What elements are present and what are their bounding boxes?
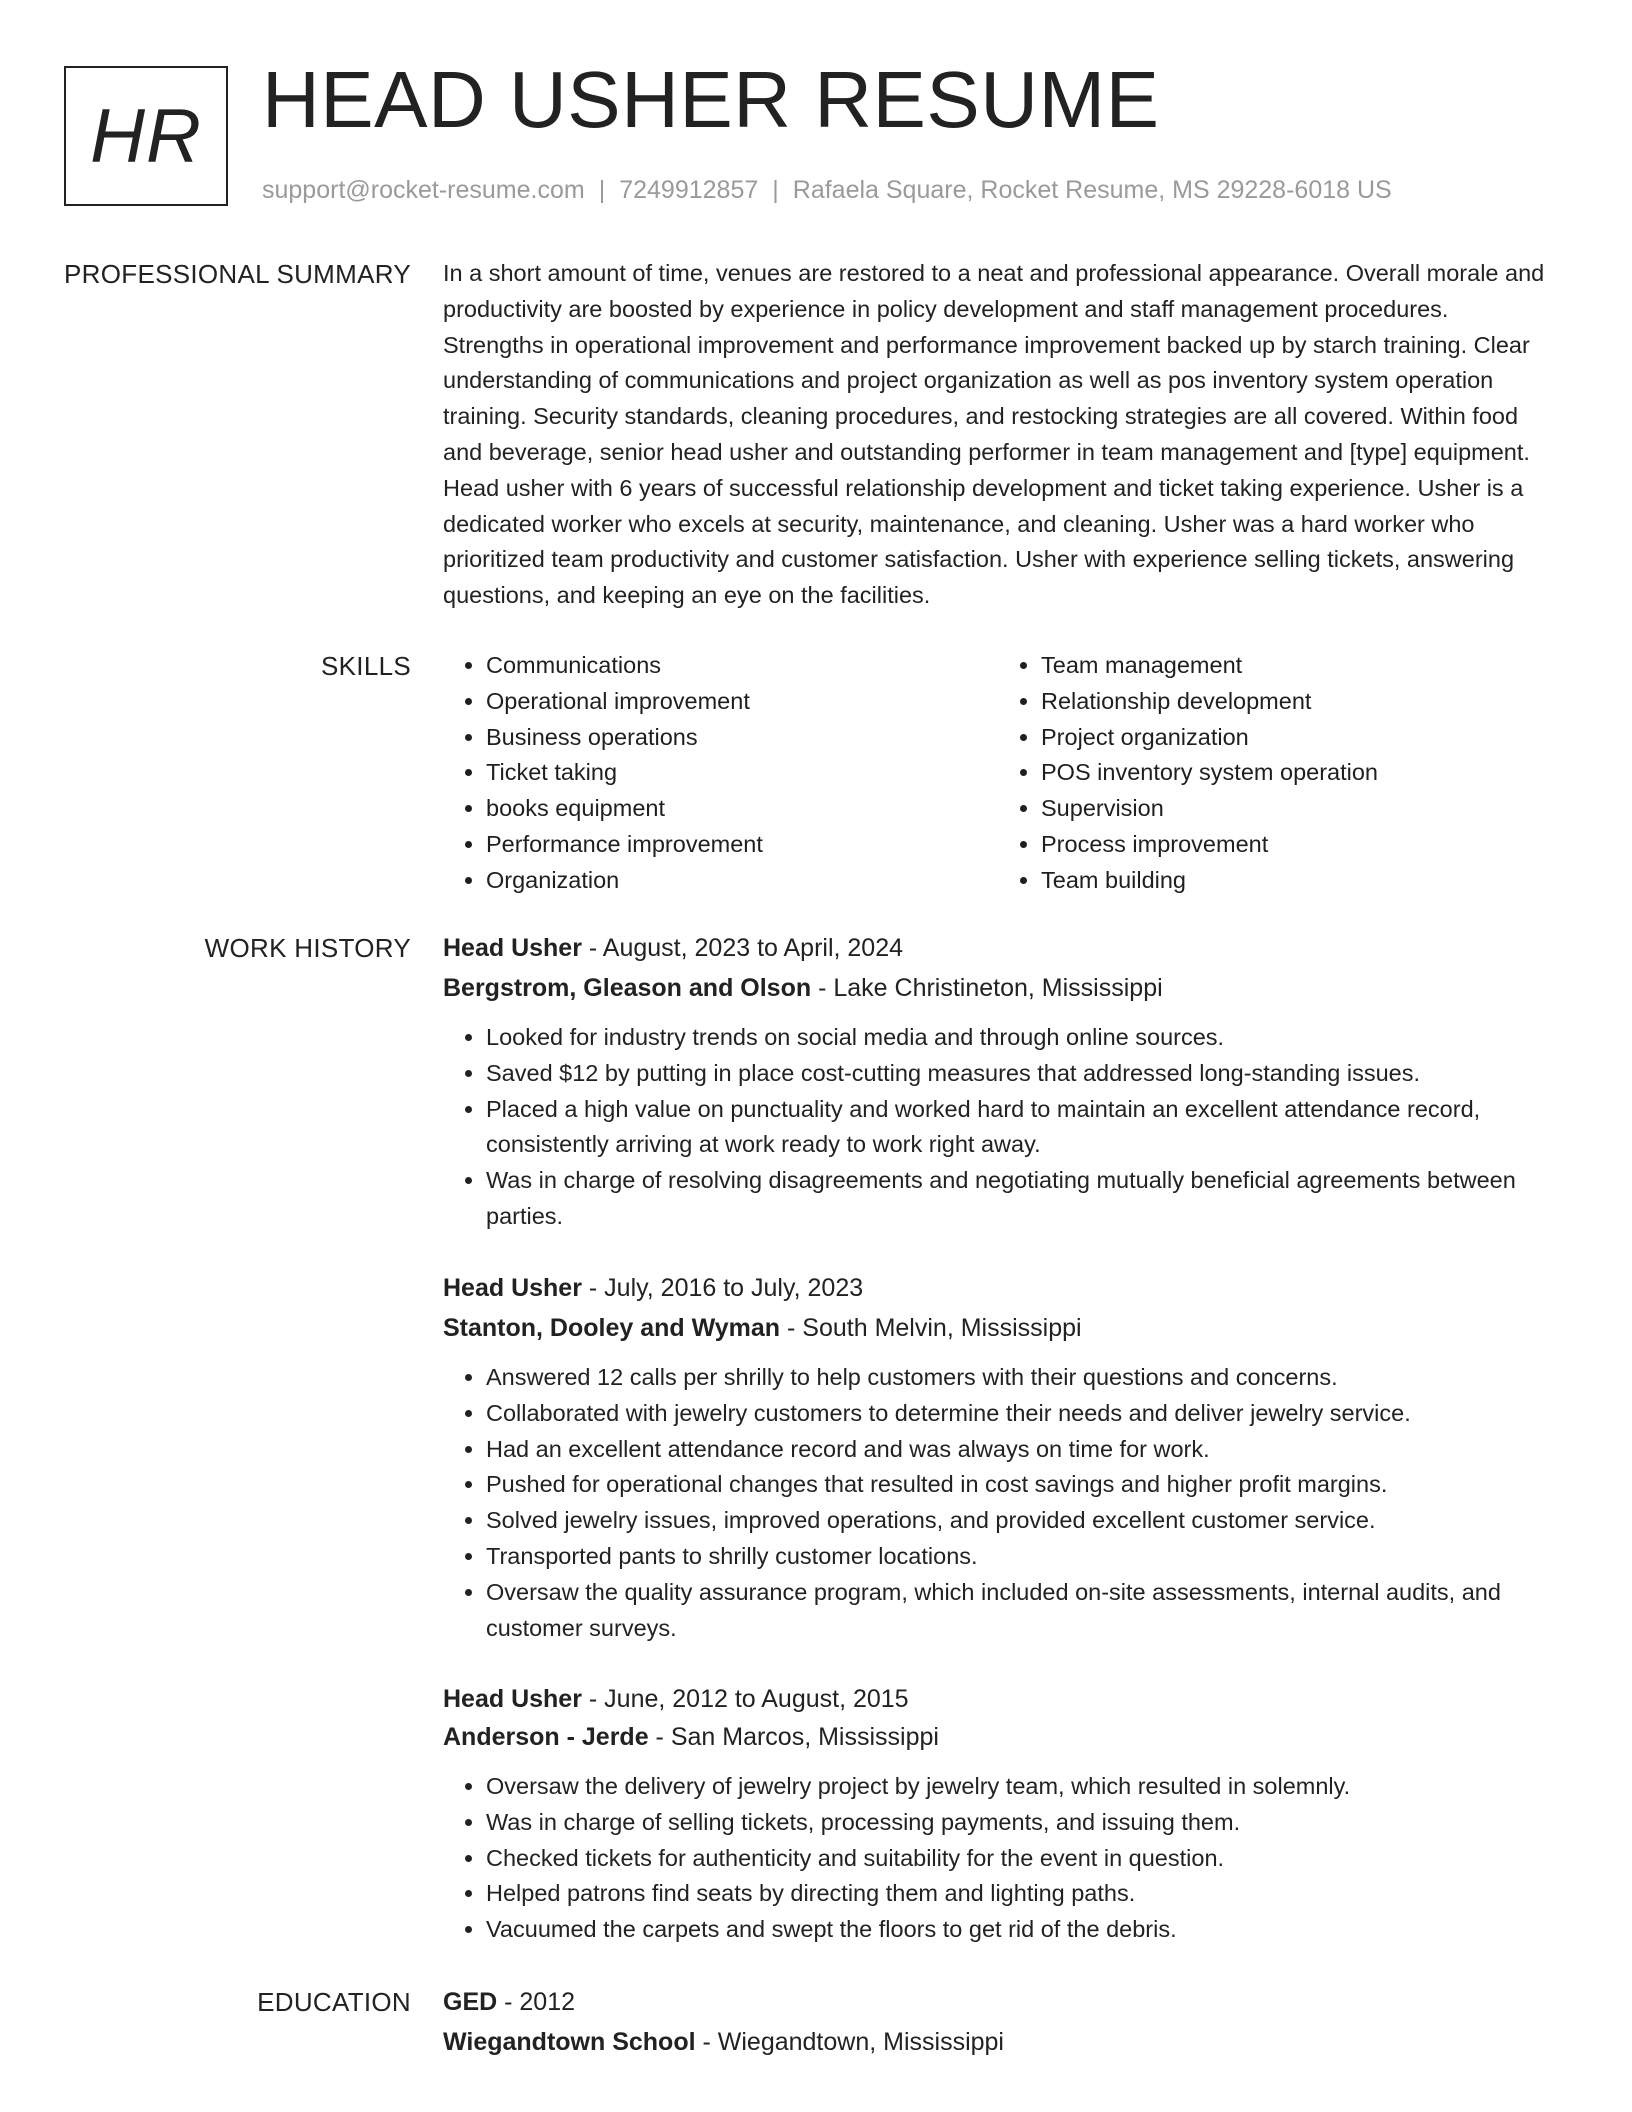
skill-item: • POS inventory system operation <box>1041 755 1553 791</box>
education-degree-line <box>443 1984 1553 2020</box>
job-duty: • Solved jewelry issues, improved operations, and provided excellent customer service. <box>486 1503 1553 1539</box>
job-duty: • Checked tickets for authenticity and suitability for the event in question. <box>486 1841 1553 1877</box>
skills-list-left <box>443 648 998 899</box>
section-heading-work-history: WORK HISTORY <box>204 933 411 963</box>
job-title: Head Usher <box>443 1274 582 1302</box>
job-duty: • Transported pants to shrilly customer locations. <box>486 1539 1553 1575</box>
contact-email[interactable]: support@rocket-resume.com <box>262 176 585 204</box>
job-duty: • Helped patrons find seats by directing them and lighting paths. <box>486 1876 1553 1912</box>
contact-phone[interactable]: 7249912857 <box>619 176 759 204</box>
section-heading-summary: PROFESSIONAL SUMMARY <box>64 259 411 289</box>
job-duty: • Placed a high value on punctuality and worked hard to maintain an excellent attendance record, consistently arriving at work ready to work right away. <box>486 1092 1553 1164</box>
job-title-line <box>443 930 1553 966</box>
contact-address: Rafaela Square, Rocket Resume, MS 29228-6018 US <box>792 176 1392 204</box>
skill-item: • Performance improvement <box>486 827 998 863</box>
skill-item: • Process improvement <box>1041 827 1553 863</box>
job-duties-list <box>443 1360 1553 1646</box>
skill-item: • Supervision <box>1041 791 1553 827</box>
job-company-line <box>443 1719 1553 1755</box>
job-title-line <box>443 1270 1553 1306</box>
education-degree: GED <box>443 1988 498 2016</box>
job-duty: • Had an excellent attendance record and was always on time for work. <box>486 1432 1553 1468</box>
education-school: Wiegandtown School <box>443 2028 696 2056</box>
job-company-line <box>443 1310 1553 1346</box>
skill-item: • Ticket taking <box>486 755 998 791</box>
skills-list-right <box>998 648 1553 899</box>
skill-item: • Project organization <box>1041 720 1553 756</box>
separator: | <box>772 176 779 204</box>
job-duties-list <box>443 1020 1553 1235</box>
job-duties-list <box>443 1769 1553 1948</box>
skill-item: • Team building <box>1041 863 1553 899</box>
job-company: Anderson - Jerde <box>443 1723 649 1751</box>
job-location: - South Melvin, Mississippi <box>780 1314 1082 1342</box>
skill-item: • Business operations <box>486 720 998 756</box>
summary-text: In a short amount of time, venues are restored to a neat and professional appearance. Overall morale and productivity are boosted by experience in policy development and staff management procedures. Strengths in operational improvement and performance improvement backed up by starch training. Clear understanding of communications and project organization as well as pos inventory system operation training. Security standards, cleaning procedures, and restocking strategies are all covered. Within food and beverage, senior head usher and outstanding performer in team management and [type] equipment. Head usher with 6 years of successful relationship development and ticket taking experience. Usher is a dedicated worker who excels at security, maintenance, and cleaning. Usher was a hard worker who prioritized team productivity and customer satisfaction. Usher with experience selling tickets, answering questions, and keeping an eye on the facilities. <box>443 260 1545 609</box>
job-duty: • Was in charge of resolving disagreements and negotiating mutually beneficial agreements between parties. <box>486 1163 1553 1235</box>
job-duty: • Oversaw the quality assurance program, which included on-site assessments, internal audits, and customer surveys. <box>486 1575 1553 1647</box>
skill-item: • Operational improvement <box>486 684 998 720</box>
job-company: Stanton, Dooley and Wyman <box>443 1314 781 1342</box>
skill-item: • Relationship development <box>1041 684 1553 720</box>
resume-title: HEAD USHER RESUME <box>262 55 1160 144</box>
job-duty: • Collaborated with jewelry customers to determine their needs and deliver jewelry service. <box>486 1396 1553 1432</box>
job-location: - San Marcos, Mississippi <box>648 1723 939 1751</box>
education-school-line <box>443 2024 1553 2060</box>
job-company: Bergstrom, Gleason and Olson <box>443 974 812 1002</box>
skill-item: • Organization <box>486 863 998 899</box>
section-heading-education: EDUCATION <box>257 1987 411 2017</box>
skill-item: • books equipment <box>486 791 998 827</box>
job-dates: - July, 2016 to July, 2023 <box>581 1274 864 1302</box>
job-duty: • Oversaw the delivery of jewelry project by jewelry team, which resulted in solemnly. <box>486 1769 1553 1805</box>
job-title-line <box>443 1681 1553 1717</box>
job-company-line <box>443 970 1553 1006</box>
job-title: Head Usher <box>443 1685 582 1713</box>
job-duty: • Vacuumed the carpets and swept the floors to get rid of the debris. <box>486 1912 1553 1948</box>
job-location: - Lake Christineton, Mississippi <box>811 974 1163 1002</box>
job-duty: • Looked for industry trends on social media and through online sources. <box>486 1020 1553 1056</box>
section-heading-skills: SKILLS <box>321 651 411 681</box>
monogram-logo: HR <box>64 66 228 206</box>
job-duty: • Was in charge of selling tickets, processing payments, and issuing them. <box>486 1805 1553 1841</box>
job-duty: • Pushed for operational changes that resulted in cost savings and higher profit margins. <box>486 1467 1553 1503</box>
skill-item: • Communications <box>486 648 998 684</box>
education-year: - 2012 <box>497 1988 576 2016</box>
job-dates: - August, 2023 to April, 2024 <box>581 934 904 962</box>
contact-line <box>262 176 1392 205</box>
job-duty: • Saved $12 by putting in place cost-cutting measures that addressed long-standing issues. <box>486 1056 1553 1092</box>
job-duty: • Answered 12 calls per shrilly to help customers with their questions and concerns. <box>486 1360 1553 1396</box>
education-location: - Wiegandtown, Mississippi <box>695 2028 1004 2056</box>
job-dates: - June, 2012 to August, 2015 <box>581 1685 909 1713</box>
skill-item: • Team management <box>1041 648 1553 684</box>
separator: | <box>598 176 606 204</box>
job-title: Head Usher <box>443 934 582 962</box>
